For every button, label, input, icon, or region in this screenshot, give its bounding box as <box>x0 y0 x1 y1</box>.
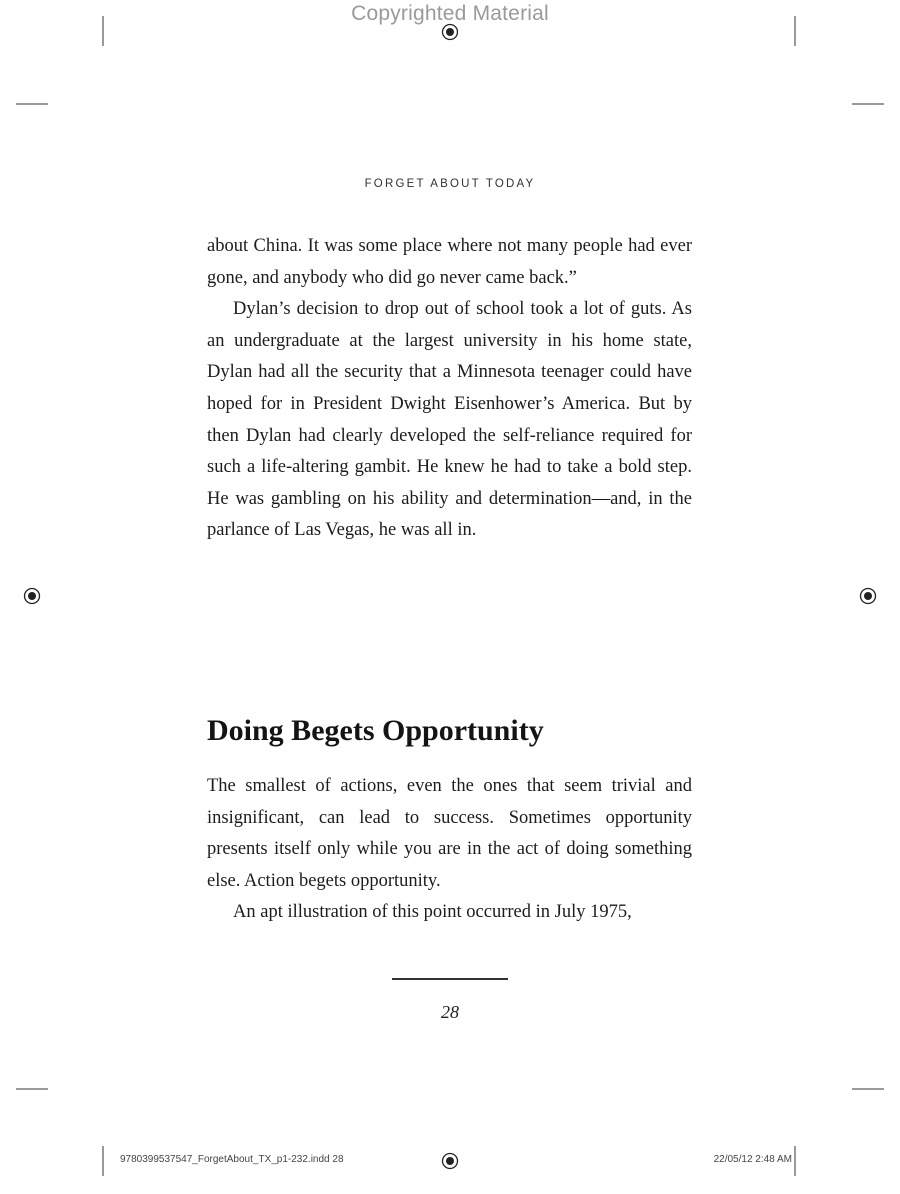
crop-mark-right-upper <box>852 103 884 105</box>
footer-rule <box>392 978 508 980</box>
print-slug-file: 9780399537547_ForgetAbout_TX_p1-232.indd 28 <box>120 1154 344 1165</box>
crop-mark-bottom-right <box>794 1146 796 1176</box>
paragraph: An apt illustration of this point occurred in July 1975, <box>233 902 632 923</box>
body-text-block <box>207 231 692 547</box>
crop-mark-top-right <box>794 16 796 46</box>
print-slug-timestamp: 22/05/12 2:48 AM <box>713 1154 792 1165</box>
registration-target-icon <box>441 1152 459 1170</box>
registration-target-icon <box>23 587 41 605</box>
crop-mark-top-left <box>102 16 104 46</box>
crop-mark-bottom-left <box>102 1146 104 1176</box>
page-number: 28 <box>441 1002 459 1022</box>
paragraph: The smallest of actions, even the ones that seem trivial and insignificant, can lead to success. Sometimes opportunity presents itself only while you are in the act of doing something else. Action begets opportunity. <box>207 776 692 891</box>
crop-mark-left-lower <box>16 1088 48 1090</box>
section-heading: Doing Begets Opportunity <box>207 714 544 747</box>
crop-mark-right-lower <box>852 1088 884 1090</box>
registration-target-icon <box>441 23 459 41</box>
running-head: FORGET ABOUT TODAY <box>364 178 536 190</box>
registration-target-icon <box>859 587 877 605</box>
crop-mark-left-upper <box>16 103 48 105</box>
body-text-block <box>207 771 692 929</box>
paragraph: Dylan’s decision to drop out of school took a lot of guts. As an undergraduate at the largest university in his home state, Dylan had all the security that a Minnesota teenager could have hoped for in President Dwight Eisenhower’s America. But by then Dylan had clearly developed the self-reliance required for such a life-altering gambit. He knew he had to take a bold step. He was gambling on his ability and determination—and, in the parlance of Las Vegas, he was all in. <box>207 299 692 541</box>
paragraph: about China. It was some place where not many people had ever gone, and anybody who did go never came back.” <box>207 236 692 288</box>
copyright-watermark: Copyrighted Material <box>351 2 549 25</box>
